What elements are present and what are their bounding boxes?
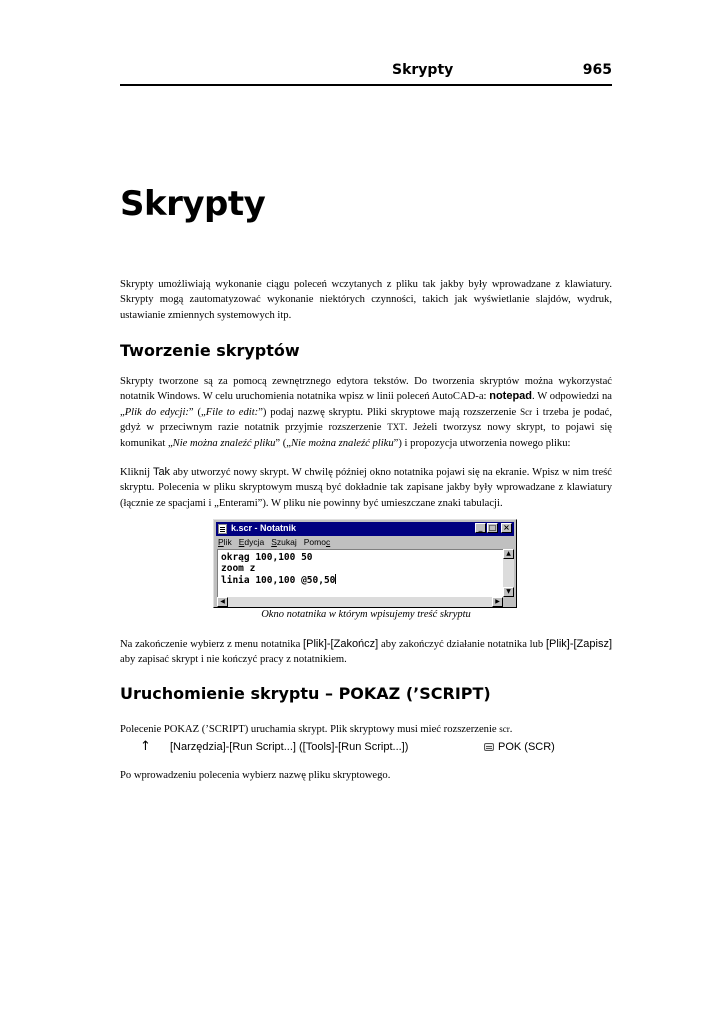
menu-pomoc-mnemonic: c: [325, 537, 331, 547]
script-line: zoom z: [221, 563, 256, 574]
menu-path-exit: [Plik]-[Zakończ]: [303, 638, 379, 650]
menu-pomoc[interactable]: [304, 537, 330, 549]
menu-plik[interactable]: [218, 537, 232, 549]
script-line-text: linia 100,100 @50,50: [221, 575, 336, 586]
message-pl: Nie można znaleźć pliku: [172, 437, 276, 449]
scroll-up-icon[interactable]: ▲: [503, 549, 514, 559]
page-number: 965: [582, 62, 612, 78]
running-header-title: Skrypty: [392, 62, 454, 78]
text-run: ”) i propozycja utworzenia nowego pliku:: [393, 437, 571, 449]
prompt-en: File to edit:: [205, 406, 259, 418]
keyboard-command: POK (SCR): [498, 741, 555, 753]
text-run: . Jeżeli tworzysz nowy skrypt, to pojawi się komunikat „: [120, 422, 612, 449]
section-title-run-script: Uruchomienie skryptu – POKAZ (’SCRIPT): [120, 684, 491, 703]
scroll-right-icon[interactable]: ▶: [492, 597, 503, 607]
paragraph-run-script: [120, 722, 612, 737]
prompt-pl: Plik do edycji:: [124, 406, 189, 418]
text-run: ” („: [275, 437, 291, 449]
running-header: [120, 60, 612, 86]
notepad-title: k.scr - Notatnik: [231, 523, 297, 533]
chapter-title: Skrypty: [120, 184, 266, 224]
menu-edycja-mnemonic: E: [238, 537, 245, 547]
paragraph-click-yes: [120, 465, 612, 511]
text-run: . W odpowiedzi na „: [120, 391, 613, 418]
text-run: Skrypty tworzone są za pomocą zewnętrznego edytora tekstów. Do tworzenia skryptów można wykorzystać notatnik Windows. W celu uruchomienia notatnika wpisz w linii poleceń AutoCAD-a:: [120, 376, 612, 403]
notepad-titlebar: [216, 522, 514, 536]
scrollbar-corner: [503, 597, 514, 607]
menu-path: [Narzędzia]-[Run Script...] ([Tools]-[Run Script...]): [170, 741, 409, 753]
window-controls: [474, 523, 512, 533]
menu-edycja-label: dycja: [244, 537, 265, 547]
menu-edycja[interactable]: [239, 537, 265, 549]
vertical-scrollbar[interactable]: [503, 549, 514, 597]
text-run: Polecenie POKAZ (’SCRIPT) uruchamia skrypt. Plik skryptowy musi mieć rozszerzenie: [120, 724, 500, 735]
extension-scr: Scr: [520, 406, 533, 417]
horizontal-scrollbar[interactable]: [217, 597, 503, 607]
menu-plik-label: lik: [223, 537, 232, 547]
intro-paragraph: Skrypty umożliwiają wykonanie ciągu poleceń wczytanych z pliku tak jakby były wprowadzane z klawiatury. Skrypty mogą zautomatyzować wykonanie niektórych czynności, takich jak wyświetlanie slajdów, wydruk, ustawianie zmiennych systemowych itp.: [120, 279, 612, 321]
command-notepad: notepad: [489, 390, 533, 403]
menu-plik-mnemonic: P: [218, 537, 224, 547]
menu-pomoc-label: Pomo: [303, 537, 326, 547]
scroll-down-icon[interactable]: ▼: [503, 587, 514, 597]
paragraph-select-file: Po wprowadzeniu polecenia wybierz nazwę pliku skryptowego.: [120, 770, 391, 781]
text-run: i trzeba je podać, gdyż w przeciwnym razie notatnik przyjmie rozszerzenie: [120, 406, 612, 434]
menu-szukaj-mnemonic: S: [271, 537, 277, 547]
text-caret: [335, 574, 336, 584]
menu-szukaj[interactable]: [271, 537, 297, 549]
command-access-row: [120, 740, 612, 756]
text-run: ” („: [188, 406, 206, 418]
menu-path-save: [Plik]-[Zapisz]: [545, 638, 612, 650]
notepad-app-icon: [218, 524, 227, 534]
message-en: Nie można znaleźć pliku: [290, 437, 394, 449]
notepad-menubar: [218, 537, 330, 549]
notepad-text-area[interactable]: [217, 549, 503, 597]
script-line-with-caret: [221, 574, 336, 586]
button-label-tak: Tak: [152, 466, 171, 478]
figure-caption: Okno notatnika w którym wpisujemy treść skryptu: [261, 609, 471, 620]
minimize-icon[interactable]: _: [475, 523, 486, 533]
section-title-creating-scripts: Tworzenie skryptów: [120, 341, 300, 360]
text-run: aby zakończyć działanie notatnika lub: [378, 639, 546, 650]
maximize-icon[interactable]: □: [488, 523, 497, 532]
text-run: Kliknij: [120, 467, 153, 478]
text-run: Na zakończenie wybierz z menu notatnika: [120, 639, 304, 650]
close-icon[interactable]: ×: [501, 523, 512, 533]
paragraph-creating-scripts: [120, 374, 612, 451]
text-run: ”) podaj nazwę skryptu. Pliki skryptowe mają rozszerzenie: [258, 406, 521, 418]
text-run: .: [509, 724, 513, 735]
menu-arrow-icon: ↑: [140, 739, 151, 754]
paragraph-finish: [120, 637, 612, 668]
extension-scr: scr: [499, 724, 510, 734]
scroll-left-icon[interactable]: ◀: [217, 597, 228, 607]
script-line: okrąg 100,100 50: [221, 552, 313, 563]
text-run: aby zapisać skrypt i nie kończyć pracy z notatnikiem.: [120, 654, 347, 666]
notepad-window: [213, 519, 517, 608]
extension-txt: TXT: [387, 422, 405, 433]
menu-szukaj-label: zukaj: [276, 537, 297, 547]
keyboard-icon: [484, 743, 494, 751]
text-run: aby utworzyć nowy skrypt. W chwilę później okno notatnika pojawi się na ekranie. Wpisz w nim treść skryptu. Polecenia w pliku skryptowym muszą być dokładnie tak zapisane jakby były wprowadzane z klawiatury (łącznie ze spacjami i „Enterami”). W pliku nie powinny być umieszczane znaki tabulacji.: [120, 467, 612, 509]
